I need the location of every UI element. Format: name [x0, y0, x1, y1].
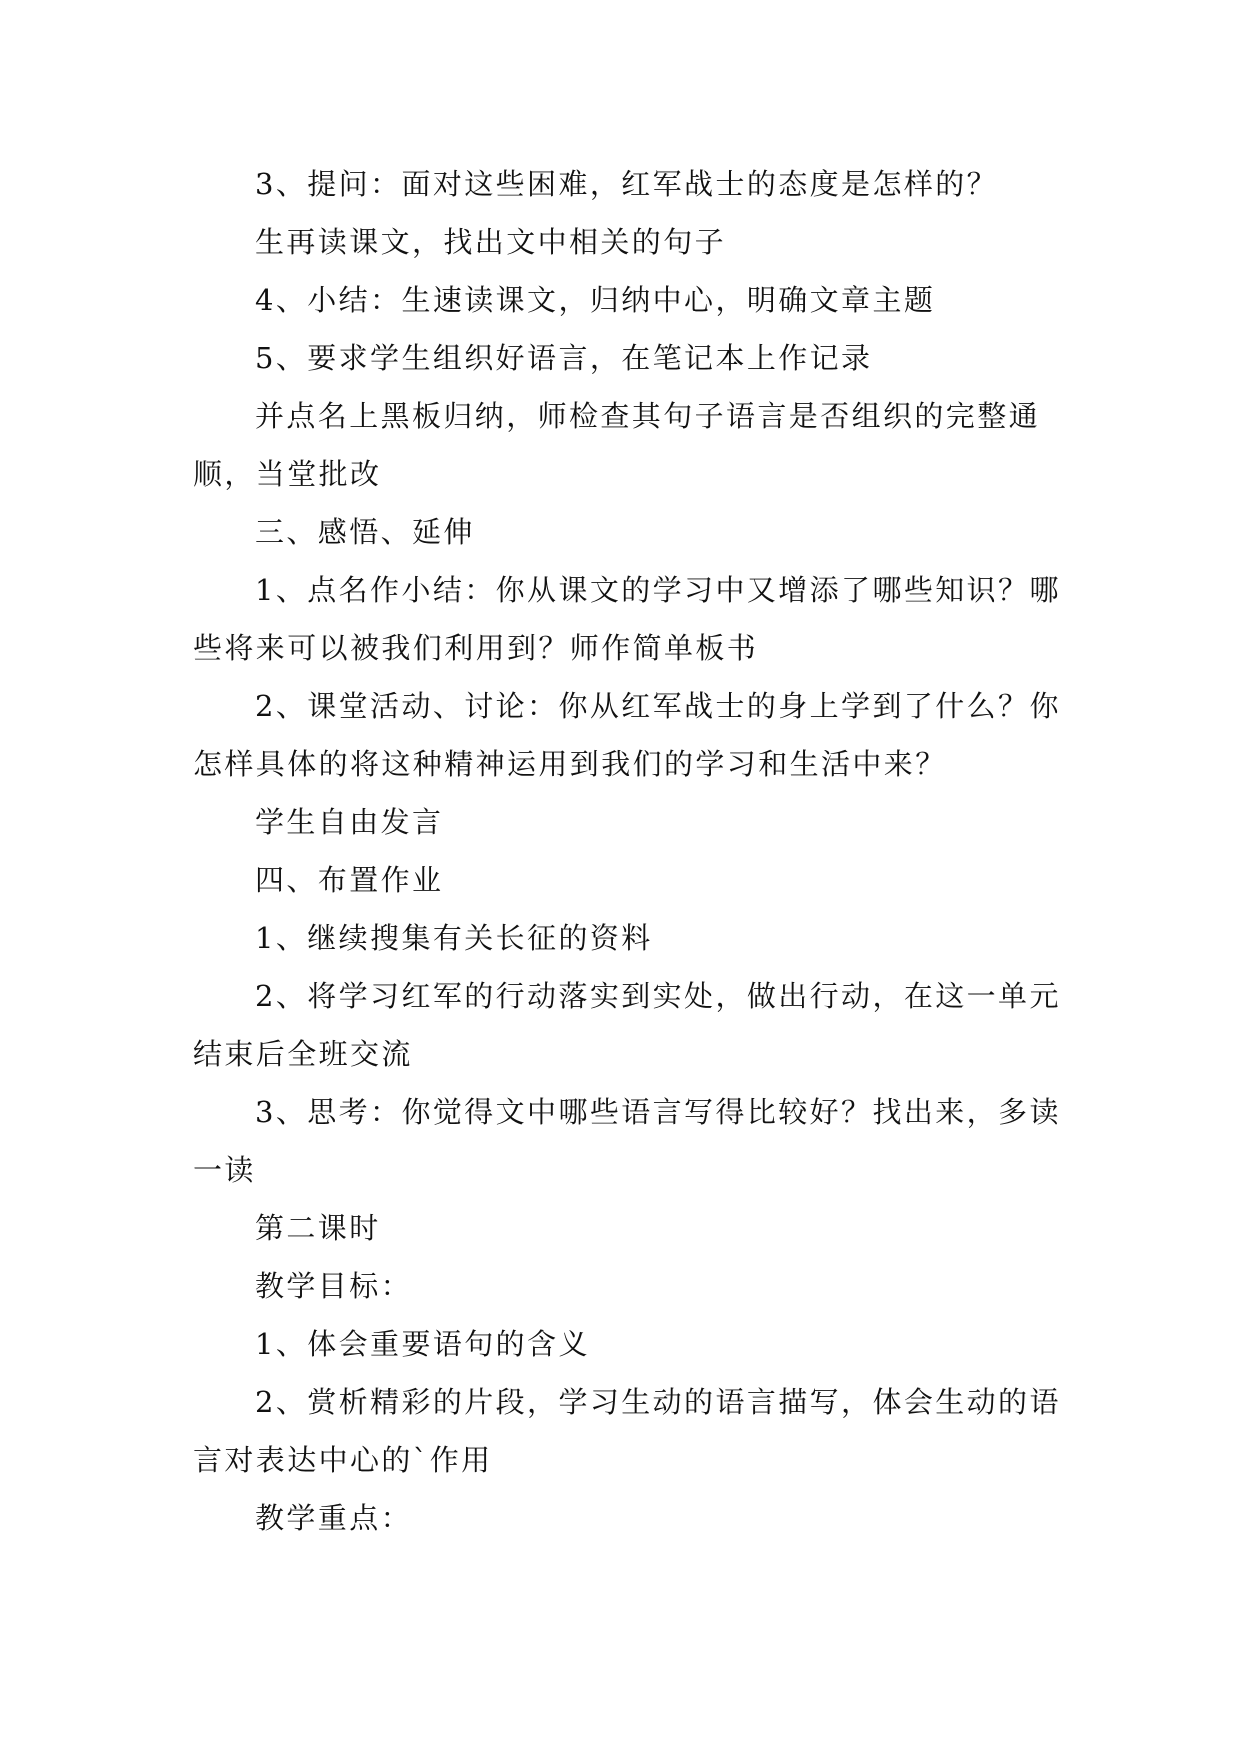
paragraph: 1、体会重要语句的含义 [255, 1327, 590, 1361]
paragraph: 3、提问：面对这些困难，红军战士的态度是怎样的？ [255, 167, 999, 201]
paragraph: 2、课堂活动、讨论：你从红军战士的身上学到了什么？你怎样具体的将这种精神运用到我们的学习和生活中来？ [193, 689, 1061, 781]
paragraph: 生再读课文，找出文中相关的句子 [255, 225, 727, 259]
paragraph: 1、点名作小结：你从课文的学习中又增添了哪些知识？哪些将来可以被我们利用到？师作简单板书 [193, 573, 1061, 665]
paragraph: 教学重点： [255, 1501, 413, 1535]
paragraph: 1、继续搜集有关长征的资料 [255, 921, 653, 955]
section-heading: 四、布置作业 [255, 863, 444, 897]
paragraph: 学生自由发言 [255, 805, 444, 839]
paragraph: 2、将学习红军的行动落实到实处，做出行动，在这一单元结束后全班交流 [193, 979, 1061, 1071]
paragraph: 教学目标： [255, 1269, 413, 1303]
paragraph: 并点名上黑板归纳，师检查其句子语言是否组织的完整通顺，当堂批改 [193, 399, 1041, 491]
paragraph: 5、要求学生组织好语言，在笔记本上作记录 [255, 341, 873, 375]
section-heading: 第二课时 [255, 1211, 381, 1245]
paragraph: 3、思考：你觉得文中哪些语言写得比较好？找出来，多读一读 [193, 1095, 1061, 1187]
section-heading: 三、感悟、延伸 [255, 515, 475, 549]
paragraph: 4、小结：生速读课文，归纳中心，明确文章主题 [255, 283, 936, 317]
paragraph: 2、赏析精彩的片段，学习生动的语言描写，体会生动的语言对表达中心的`作用 [193, 1385, 1061, 1477]
document-body [193, 155, 1073, 1547]
